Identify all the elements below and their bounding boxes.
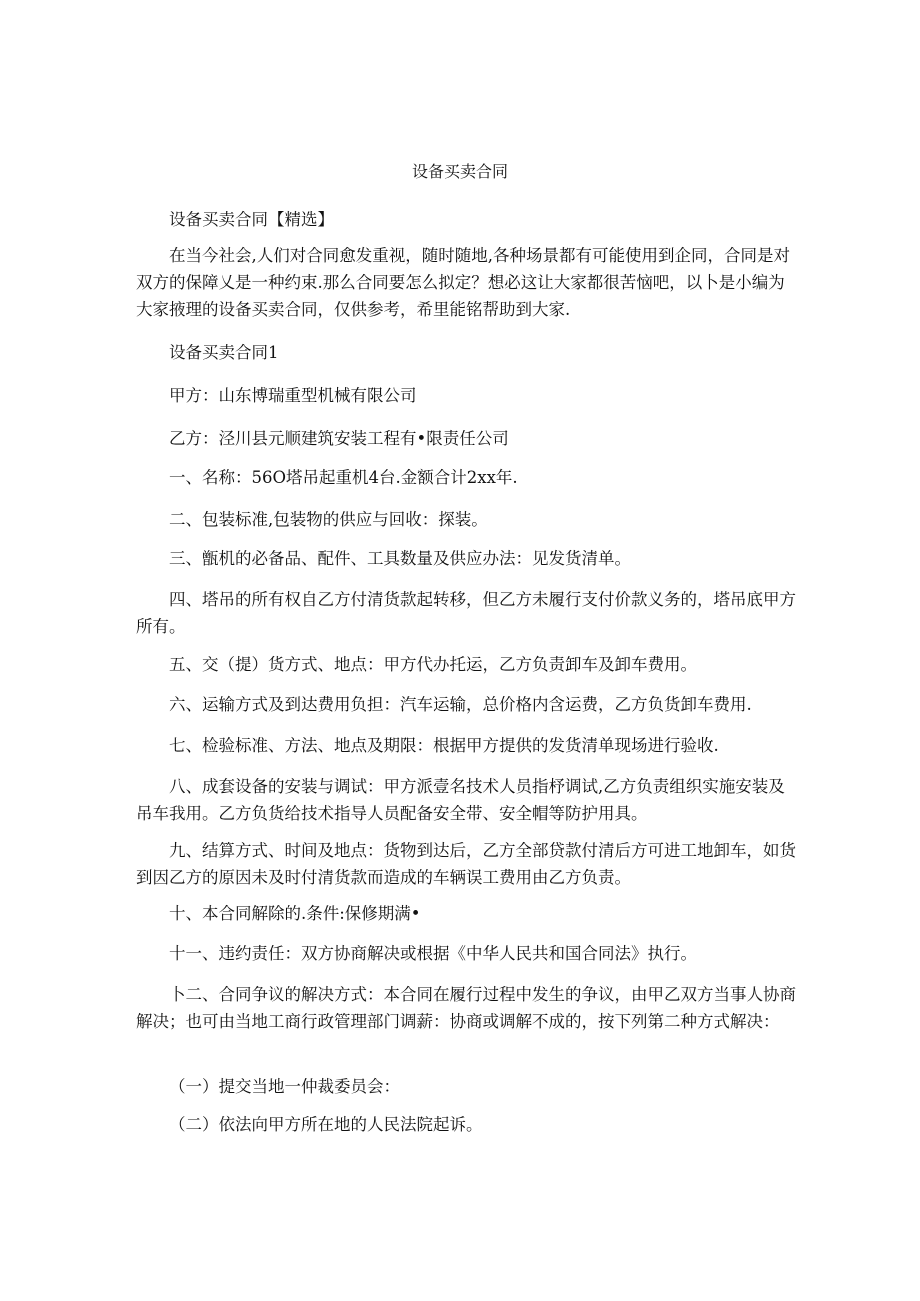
party-a: 甲方：山东博瑞重型机械有限公司	[169, 386, 417, 405]
clause-11: 十一、违约责任：双方协商解决或根据《中华人民共和国合同法》执行。	[169, 944, 697, 963]
clause-4: 四、塔吊的所有权自乙方付清货款起转移，但乙方未履行支付价款义务的，塔吊底甲方所有。	[136, 590, 796, 636]
clause-1: 一、名称：56O塔吊起重机4台.金额合计2xx年.	[169, 468, 518, 487]
clause-10: 十、本合同解除的.条件:保修期满•	[169, 904, 421, 923]
clause-12: 卜二、合同争议的解决方式：本合同在履行过程中发生的争议，由甲乙双方当事人协商解决；也可由当地工商行政管理部门调薪：协商或调解不成的，按下列第二种方式解决：	[136, 985, 796, 1031]
clause-12-option-2: （二）依法向甲方所在地的人民法院起诉。	[169, 1115, 483, 1134]
party-b: 乙方：泾川县元顺建筑安装工程有•限责任公司	[169, 429, 509, 448]
clause-5: 五、交（提）货方式、地点：甲方代办托运，乙方负责卸车及卸车费用。	[169, 655, 697, 674]
subtitle: 设备买卖合同【精选】	[169, 210, 334, 229]
clause-7: 七、检验标准、方法、地点及期限：根据甲方提供的发货清单现场进行验收.	[169, 736, 719, 755]
section-heading: 设备买卖合同1	[169, 343, 279, 362]
clause-9: 九、结算方式、时间及地点：货物到达后，乙方全部贷款付清后方可进工地卸车，如货到因乙方的原因未及时付清货款而造成的车辆误工费用由乙方负责。	[136, 841, 796, 887]
clause-3: 三、甑机的必备品、配件、工具数量及供应办法：见发货清单。	[169, 549, 631, 568]
clause-6: 六、运输方式及到达费用负担：汽车运输，总价格内含运费，乙方负货卸车费用.	[169, 695, 752, 714]
clause-12-option-1: （一）提交当地一仲裁委员会：	[169, 1077, 400, 1096]
intro-paragraph: 在当今社会,人们对合同愈发重视，随时随地,各种场景都有可能使用到企同，合同是对双方的保障乂是一种约束.那么合同要怎么拟定？想必这让大家都很苦恼吧，以卜是小编为大家掖理的设备买卖合同，仅供参考，希里能铭帮助到大家.	[136, 246, 790, 319]
clause-2: 二、包装标准,包装物的供应与回收：探装。	[169, 510, 488, 529]
document-title: 设备买卖合同	[411, 162, 508, 181]
clause-8: 八、成套设备的安装与调试：甲方派壹名技术人员指杼调试,乙方负责组织实施安装及吊车我用。乙方负货给技术指导人员配备安全带、安全帽等防护用具。	[136, 777, 785, 823]
